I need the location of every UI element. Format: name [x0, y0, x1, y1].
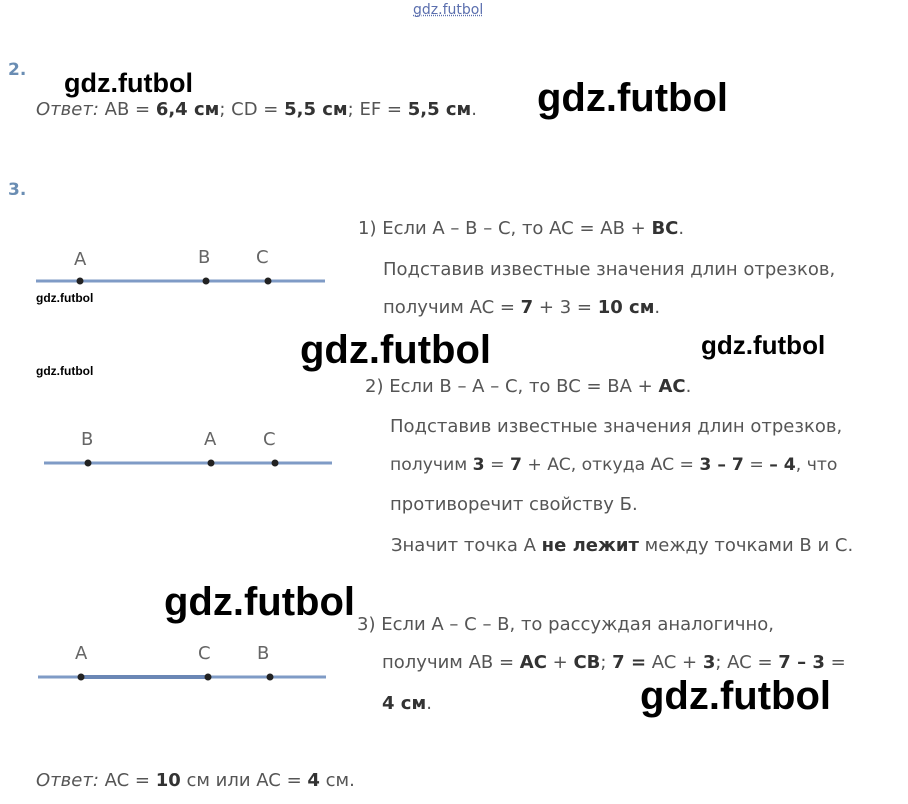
point-marker — [267, 674, 274, 681]
watermark: gdz.futbol — [36, 364, 94, 378]
text: + 3 = — [533, 297, 598, 318]
header-watermark[interactable]: gdz.futbol — [413, 2, 484, 18]
task-3-number: 3. — [8, 180, 27, 200]
text-bold: 4 см — [382, 693, 427, 714]
text: получим — [390, 455, 473, 475]
point-marker — [85, 460, 92, 467]
point-marker — [265, 278, 272, 285]
case-1-line-3 — [383, 297, 660, 318]
text: AC + — [646, 652, 703, 673]
point-label: C — [256, 247, 269, 268]
point-label: B — [257, 643, 270, 664]
case-2-line-3 — [390, 455, 837, 475]
text-bold: BC — [651, 218, 679, 239]
task-3-answer — [36, 770, 355, 791]
point-marker — [208, 460, 215, 467]
point-marker — [205, 674, 212, 681]
answer-label: Ответ: — [36, 99, 99, 120]
watermark: gdz.futbol — [36, 291, 94, 305]
case-2-line-2: Подставив известные значения длин отрезков, — [390, 416, 843, 437]
task-2-answer — [36, 99, 477, 120]
text: = — [743, 455, 770, 475]
text-bold: 7 = — [612, 652, 647, 673]
segment-diagram-2 — [40, 420, 336, 476]
answer-text: AB = — [104, 99, 156, 120]
watermark: gdz.futbol — [164, 580, 356, 624]
point-label: B — [198, 247, 211, 268]
answer-text: ; EF = — [347, 99, 408, 120]
watermark: gdz.futbol — [640, 674, 832, 718]
text-bold: 10 см — [597, 297, 655, 318]
text-bold: – 4 — [769, 455, 796, 475]
point-marker — [272, 460, 279, 467]
case-2-line-5 — [391, 535, 853, 556]
text: + — [546, 652, 574, 673]
case-1-line-1 — [358, 218, 684, 239]
answer-label: Ответ: — [36, 770, 99, 791]
answer-text: AC = — [98, 770, 156, 791]
segment-diagram-1 — [30, 240, 330, 296]
text-bold: 7 — [520, 297, 534, 318]
answer-value: 5,5 см — [407, 99, 472, 120]
point-label: A — [75, 643, 88, 664]
text: = — [824, 652, 846, 673]
case-2-line-4: противоречит свойству Б. — [390, 494, 638, 515]
text: + AC, откуда AC = — [521, 455, 700, 475]
answer-text: см. — [319, 770, 355, 791]
text: между точками B и C. — [638, 535, 854, 556]
point-label: C — [263, 429, 276, 450]
case-3-line-3 — [382, 693, 432, 714]
text: 1) Если A – B – C, то AC = AB + — [358, 218, 652, 239]
text: = — [484, 455, 510, 475]
text-bold: 7 – 3 — [778, 652, 825, 673]
case-2-line-1 — [365, 376, 691, 397]
text: . — [654, 297, 661, 318]
point-marker — [78, 674, 85, 681]
text-bold: AC — [658, 376, 686, 397]
text-bold: AC — [519, 652, 547, 673]
text: получим AB = — [382, 652, 520, 673]
text-bold: 3 – 7 — [699, 455, 744, 475]
point-label: C — [198, 643, 211, 664]
case-3-line-1: 3) Если A – C – B, то рассуждая аналогично, — [357, 614, 774, 635]
task-2-number: 2. — [8, 60, 27, 80]
answer-value: 10 — [155, 770, 181, 791]
text: получим AC = — [383, 297, 521, 318]
answer-text: см или AC = — [180, 770, 308, 791]
text: Значит точка A — [391, 535, 542, 556]
point-label: A — [204, 429, 217, 450]
point-marker — [77, 278, 84, 285]
text: 2) Если B – A – C, то BC = BA + — [365, 376, 659, 397]
text-bold: 3 — [472, 455, 485, 475]
answer-value: 5,5 см — [284, 99, 348, 120]
watermark: gdz.futbol — [537, 76, 729, 120]
text: ; — [600, 652, 613, 673]
case-3-line-2 — [382, 652, 846, 673]
text: . — [685, 376, 692, 397]
text: . — [678, 218, 685, 239]
point-label: A — [74, 249, 87, 270]
point-label: B — [81, 429, 94, 450]
answer-text: ; CD = — [219, 99, 285, 120]
text: . — [426, 693, 432, 714]
watermark: gdz.futbol — [64, 68, 193, 98]
segment-diagram-3 — [34, 640, 330, 690]
answer-value: 6,4 см — [155, 99, 220, 120]
text-bold: CB — [573, 652, 601, 673]
answer-value: 4 — [307, 770, 320, 791]
watermark: gdz.futbol — [300, 328, 492, 372]
point-marker — [203, 278, 210, 285]
answer-text: . — [471, 99, 477, 120]
text: ; AC = — [715, 652, 779, 673]
text-bold: не лежит — [541, 535, 639, 556]
watermark: gdz.futbol — [701, 330, 826, 360]
text-bold: 7 — [509, 455, 522, 475]
text-bold: 3 — [702, 652, 716, 673]
text: , что — [795, 455, 838, 475]
case-1-line-2: Подставив известные значения длин отрезков, — [383, 259, 836, 280]
